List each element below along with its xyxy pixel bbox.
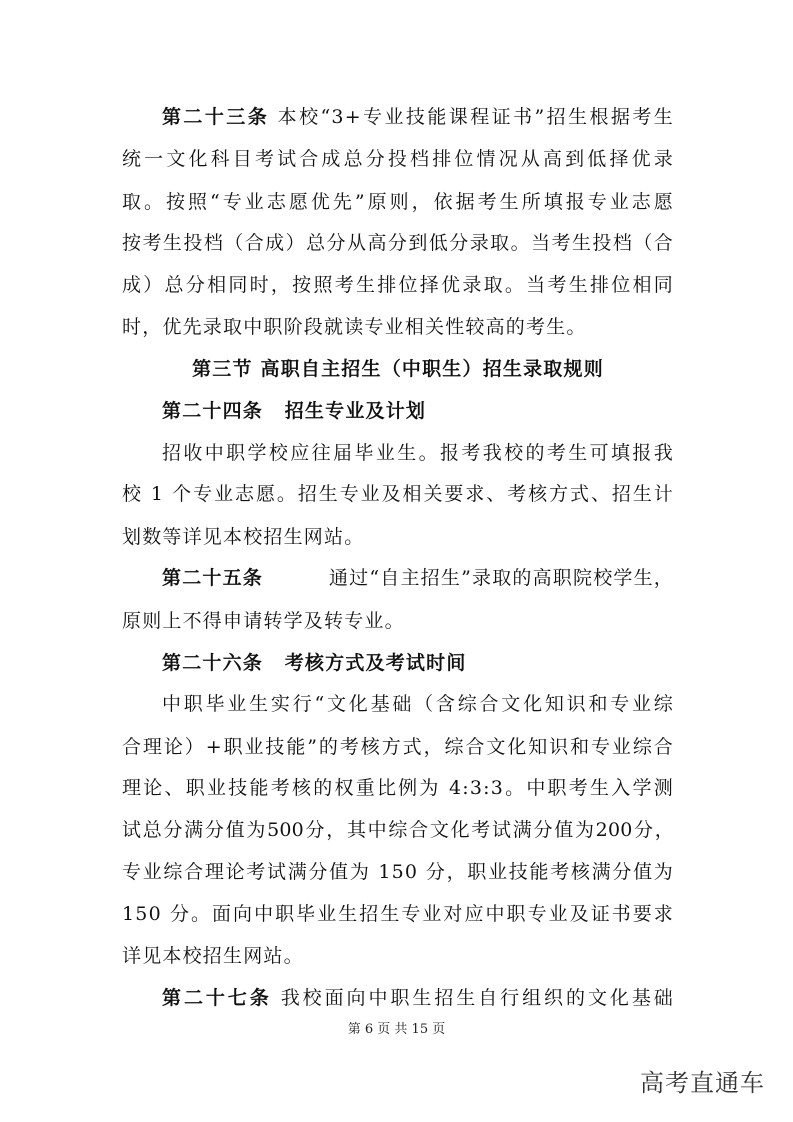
paragraph-line	[162, 104, 674, 130]
paragraph-line: 150 分。面向中职毕业生招生专业对应中职专业及证书要求	[122, 903, 674, 925]
paragraph-line: 时，优先录取中职阶段就读专业相关性较高的考生。	[122, 316, 587, 338]
paragraph-line: 理论、职业技能考核的权重比例为 4:3:3。中职考生入学测	[122, 777, 674, 799]
page-number: 第 6 页 共 15 页	[347, 1022, 446, 1037]
paragraph-text: 本校“3+专业技能课程证书”招生根据考生	[277, 106, 674, 128]
article-heading: 第二十五条	[162, 567, 264, 589]
paragraph-line: 专业综合理论考试满分值为 150 分，职业技能考核满分值为	[122, 861, 674, 883]
paragraph-line: 成）总分相同时，按照考生排位择优录取。当考生排位相同	[122, 274, 674, 296]
paragraph-text: 我校面向中职生招生自行组织的文化基础	[280, 987, 674, 1009]
paragraph-line: 试总分满分值为500分，其中综合文化考试满分值为200分，	[122, 819, 674, 841]
article-heading: 第二十四条	[162, 400, 264, 422]
paragraph-line	[162, 398, 426, 424]
watermark: 高考直通车	[640, 1069, 765, 1097]
article-heading: 第二十三条	[162, 106, 270, 128]
article-subheading: 考核方式及考试时间	[284, 652, 467, 674]
paragraph-line	[162, 565, 674, 591]
section-heading: 第三节 高职自主招生（中职生）招生录取规则	[192, 358, 604, 380]
article-heading: 第二十六条	[162, 652, 264, 674]
paragraph-line: 划数等详见本校招生网站。	[122, 526, 365, 548]
paragraph-line: 取。按照“专业志愿优先”原则，依据考生所填报专业志愿	[122, 191, 674, 213]
paragraph-line: 统一文化科目考试合成总分投档排位情况从高到低择优录	[122, 148, 674, 170]
paragraph-line: 详见本校招生网站。	[122, 945, 304, 967]
paragraph-line: 校 1 个专业志愿。招生专业及相关要求、考核方式、招生计	[122, 483, 674, 505]
paragraph-line: 合理论）+职业技能”的考核方式，综合文化知识和专业综合	[122, 736, 674, 758]
paragraph-line	[162, 650, 467, 676]
paragraph-line	[162, 985, 674, 1011]
paragraph-line: 中职毕业生实行“文化基础（含综合文化知识和专业综	[162, 693, 674, 715]
paragraph-text: 通过“自主招生”录取的高职院校学生，	[328, 567, 674, 589]
article-heading: 第二十七条	[162, 987, 272, 1009]
paragraph-line: 按考生投档（合成）总分从高分到低分录取。当考生投档（合	[122, 232, 674, 254]
article-subheading: 招生专业及计划	[284, 400, 427, 422]
paragraph-line: 原则上不得申请转学及转专业。	[122, 610, 405, 632]
paragraph-line: 招收中职学校应往届毕业生。报考我校的考生可填报我	[162, 442, 674, 464]
